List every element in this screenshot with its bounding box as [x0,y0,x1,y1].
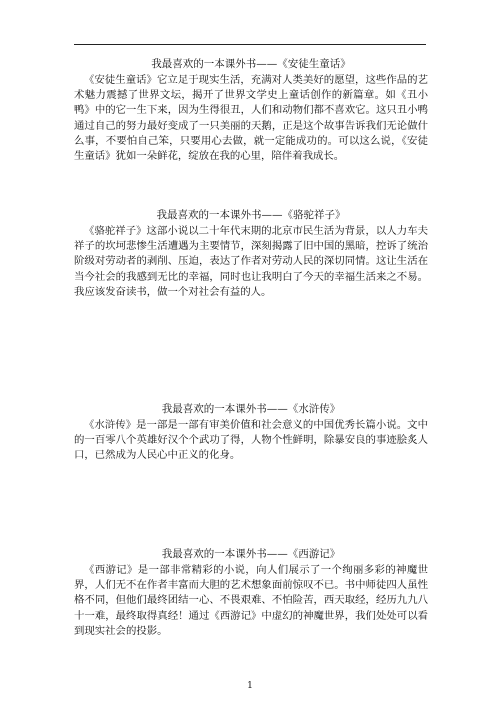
section-body: 《安徒生童话》它立足于现实生活，充满对人类美好的愿望，这些作品的艺术魅力震撼了世界文坛，揭开了世界文学史上童话创作的新篇章。如《丑小鸭》中的它一生下来，因为生得很丑，人们和动物们都不喜欢它。这只丑小鸭通过自己的努力最好变成了一只美丽的天鹅，正是这个故事告诉我们无论做什么事，不要怕自己笨，只要用心去做，就一定能成功的。可以这么说，《安徒生童话》犹如一朵鲜花，绽放在我的心里，陪伴着我成长。 [74,74,428,163]
section-title: 我最喜欢的一本课外书——《安徒生童话》 [151,58,351,70]
section-water-margin [74,402,428,464]
page-number: 1 [247,681,253,691]
section-title: 我最喜欢的一本课外书——《骆驼祥子》 [156,209,346,221]
section-body: 《水浒传》是一部是一部有审美价值和社会意义的中国优秀长篇小说。文中的一百零八个英雄好汉个个武功了得，人物个性鲜明，除暴安良的事迹脍炙人口，已然成为人民心中正义的化身。 [74,419,428,462]
header-rule [74,44,426,45]
section-andersen [74,57,428,164]
section-title: 我最喜欢的一本课外书——《水浒传》 [161,403,341,415]
section-camel-xiangzi [74,208,428,300]
section-body: 《西游记》是一部非常精彩的小说，向人们展示了一个绚丽多彩的神魔世界，人们无不在作者丰富而大胆的艺术想象面前惊叹不已。书中师徒四人虽性格不同，但他们最终团结一心、不畏艰难、不怕险苦，西天取经，经历九九八十一难，最终取得真经！通过《西游记》中虚幻的神魔世界，我们处处可以看到现实社会的投影。 [74,564,428,637]
section-body: 《骆驼祥子》这部小说以二十年代末期的北京市民生活为背景，以人力车夫祥子的坎坷悲惨生活遭遇为主要情节，深刻揭露了旧中国的黑暗，控诉了统治阶级对劳动者的剥削、压迫，表达了作者对劳动人民的深切同情。这让生活在当今社会的我感到无比的幸福，同时也让我明白了今天的幸福生活来之不易。我应该发奋读书，做一个对社会有益的人。 [74,225,428,298]
section-journey-west [74,547,428,639]
section-title: 我最喜欢的一本课外书——《西游记》 [161,548,341,560]
